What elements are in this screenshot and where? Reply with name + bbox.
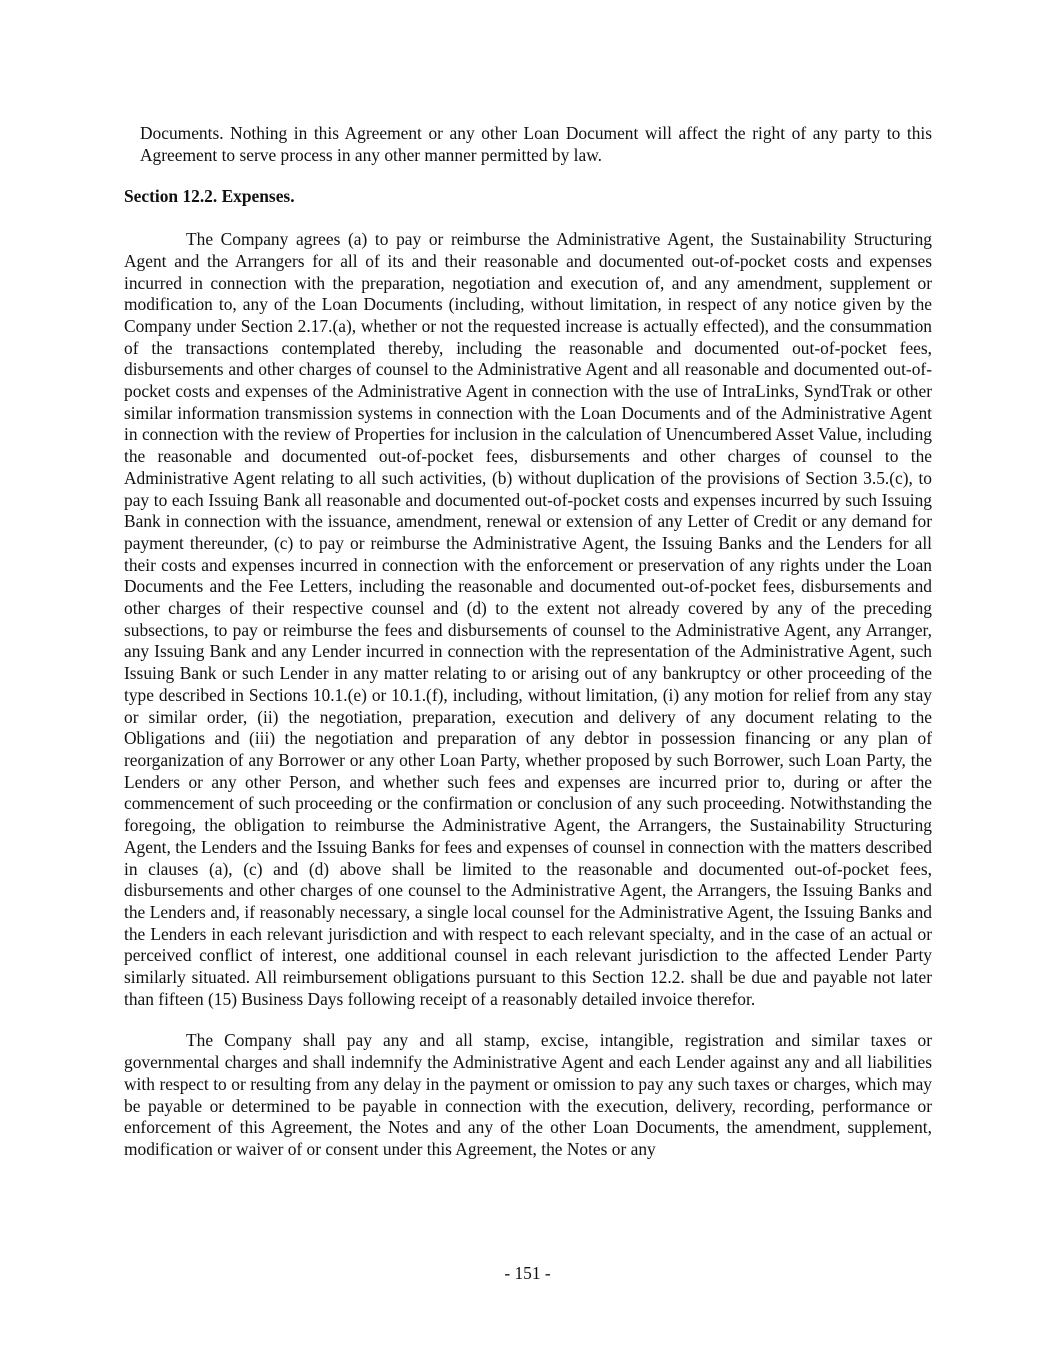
page-number: - 151 - <box>504 1263 551 1283</box>
continued-paragraph: Documents. Nothing in this Agreement or any other Loan Document will affect the right of any party to this Agreement to serve process in any other manner permitted by law. <box>140 123 932 165</box>
page-body <box>124 123 932 1161</box>
section-heading: Section 12.2. Expenses. <box>124 186 295 207</box>
expenses-paragraph-2: The Company shall pay any and all stamp, excise, intangible, registration and similar taxes or governmental charges and shall indemnify the Administrative Agent and each Lender against any and all liabilities with respect to or resulting from any delay in the payment or omission to pay any such taxes or charges, which may be payable or determined to be payable in connection with the execution, delivery, recording, performance or enforcement of this Agreement, the Notes and any of the other Loan Documents, the amendment, supplement, modification or waiver of or consent under this Agreement, the Notes or any <box>124 1030 932 1159</box>
expenses-paragraph-1: The Company agrees (a) to pay or reimburse the Administrative Agent, the Sustainability Structuring Agent and the Arrangers for all of its and their reasonable and documented out-of-pocket costs and expenses incurred in connection with the preparation, negotiation and execution of, and any amendment, supplement or modification to, any of the Loan Documents (including, without limitation, in respect of any notice given by the Company under Section 2.17.(a), whether or not the requested increase is actually effected), and the consummation of the transactions contemplated thereby, including the reasonable and documented out-of-pocket fees, disbursements and other charges of counsel to the Administrative Agent and all reasonable and documented out-of-pocket costs and expenses of the Administrative Agent in connection with the use of IntraLinks, SyndTrak or other similar information transmission systems in connection with the Loan Documents and of the Administrative Agent in connection with the review of Properties for inclusion in the calculation of Unencumbered Asset Value, including the reasonable and documented out-of-pocket fees, disbursements and other charges of counsel to the Administrative Agent relating to all such activities, (b) without duplication of the provisions of Section 3.5.(c), to pay to each Issuing Bank all reasonable and documented out-of-pocket costs and expenses incurred by such Issuing Bank in connection with the issuance, amendment, renewal or extension of any Letter of Credit or any demand for payment thereunder, (c) to pay or reimburse the Administrative Agent, the Issuing Banks and the Lenders for all their costs and expenses incurred in connection with the enforcement or preservation of any rights under the Loan Documents and the Fee Letters, including the reasonable and documented out-of-pocket fees, disbursements and other charges of their respective counsel and (d) to the extent not already covered by any of the preceding subsections, to pay or reimburse the fees and disbursements of counsel to the Administrative Agent, any Arranger, any Issuing Bank and any Lender incurred in connection with the representation of the Administrative Agent, such Issuing Bank or such Lender in any matter relating to or arising out of any bankruptcy or other proceeding of the type described in Sections 10.1.(e) or 10.1.(f), including, without limitation, (i) any motion for relief from any stay or similar order, (ii) the negotiation, preparation, execution and delivery of any document relating to the Obligations and (iii) the negotiation and preparation of any debtor in possession financing or any plan of reorganization of any Borrower or any other Loan Party, whether proposed by such Borrower, such Loan Party, the Lenders or any other Person, and whether such fees and expenses are incurred prior to, during or after the commencement of such proceeding or the confirmation or conclusion of any such proceeding. Notwithstanding the foregoing, the obligation to reimburse the Administrative Agent, the Arrangers, the Sustainability Structuring Agent, the Lenders and the Issuing Banks for fees and expenses of counsel in connection with the matters described in clauses (a), (c) and (d) above shall be limited to the reasonable and documented out-of-pocket fees, disbursements and other charges of one counsel to the Administrative Agent, the Arrangers, the Issuing Banks and the Lenders and, if reasonably necessary, a single local counsel for the Administrative Agent, the Issuing Banks and the Lenders in each relevant jurisdiction and with respect to each relevant specialty, and in the case of an actual or perceived conflict of interest, one additional counsel in each relevant jurisdiction to the affected Lender Party similarly situated. All reimbursement obligations pursuant to this Section 12.2. shall be due and payable not later than fifteen (15) Business Days following receipt of a reasonably detailed invoice therefor. <box>124 229 932 1009</box>
